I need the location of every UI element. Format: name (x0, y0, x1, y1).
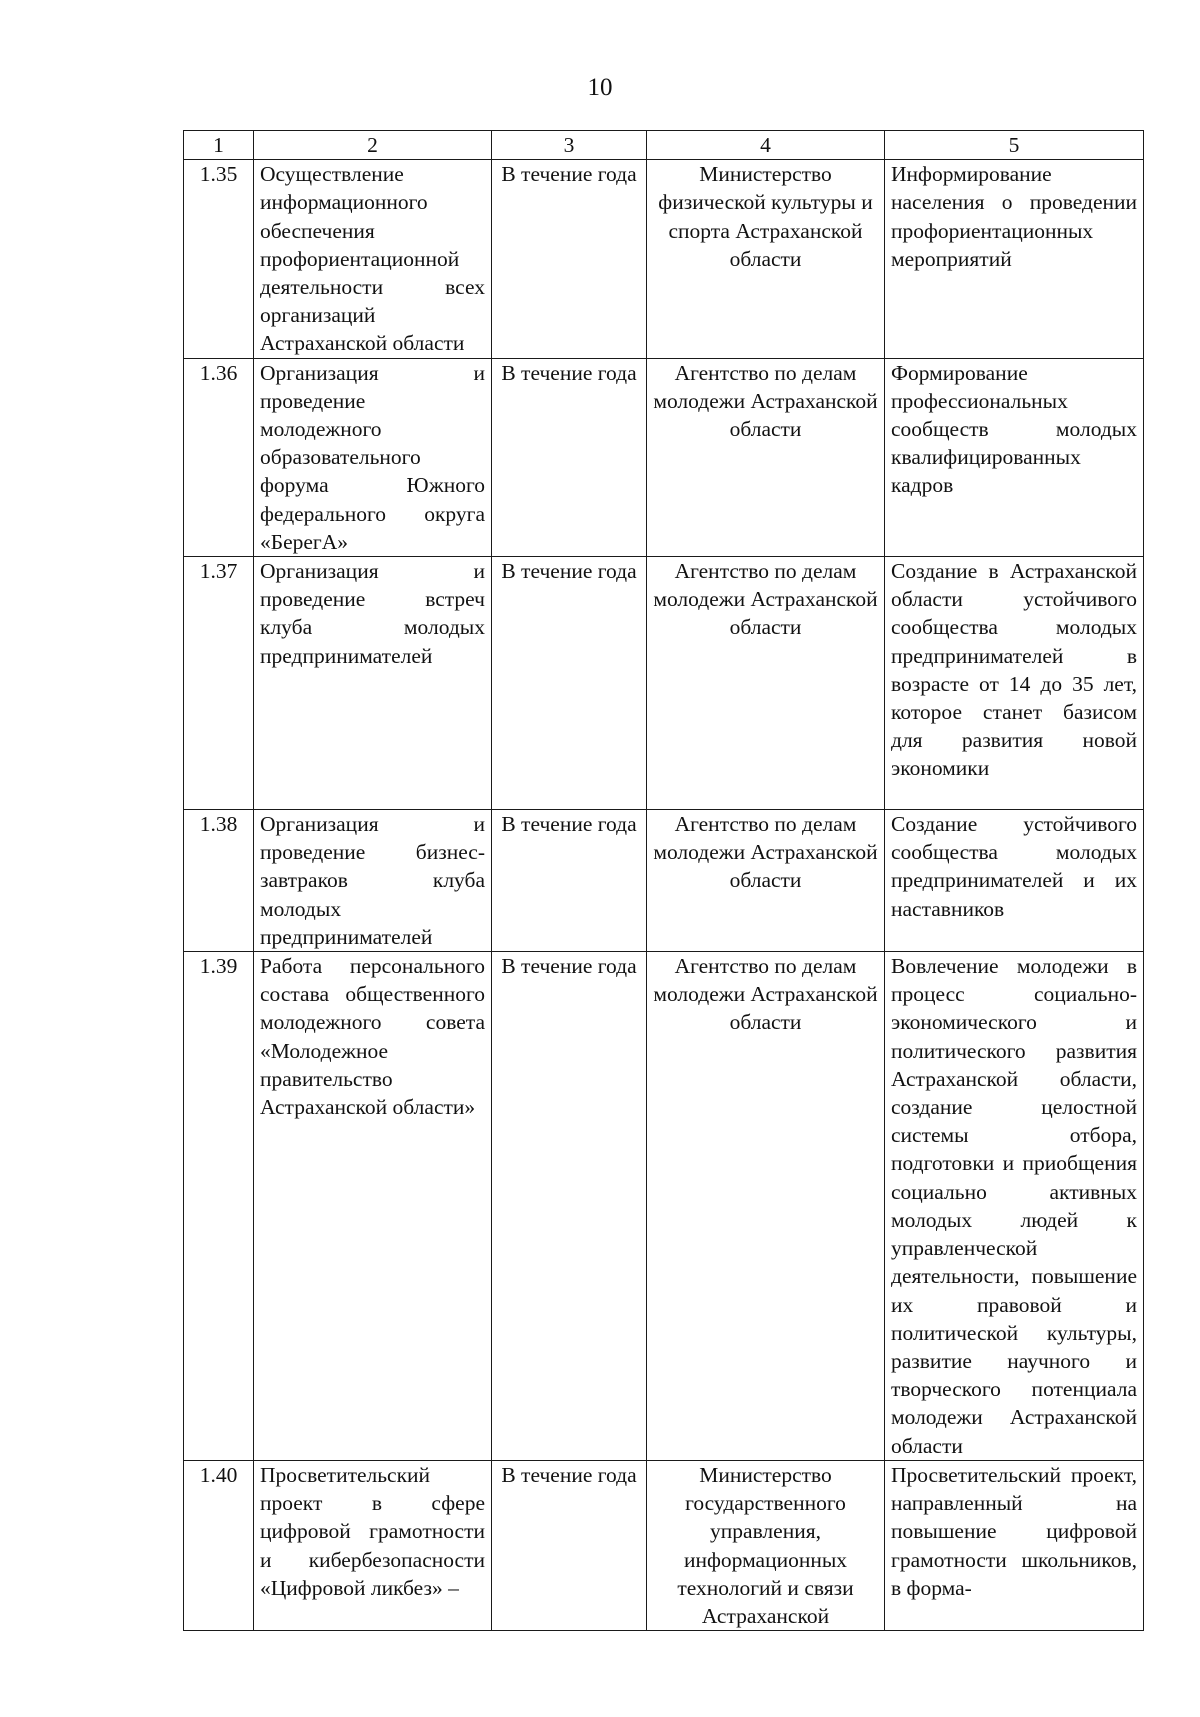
activities-table (183, 130, 1144, 1631)
result-cell: Создание в Астраханской области устойчивого сообщества молодых предпринимателей в возрасте от 14 до 35 лет, которое станет базисом для развития новой экономики (885, 557, 1144, 810)
executor-cell: Агентство по делам молодежи Астраханской области (647, 557, 885, 810)
column-header: 5 (885, 131, 1144, 160)
activity-cell: Работа персонального состава общественного молодежного совета «Молодежное правительство Астраханской области» (254, 952, 492, 1461)
table-row (184, 358, 1144, 556)
activity-cell: Организация и проведение бизнес-завтраков клуба молодых предпринимателей (254, 810, 492, 952)
activity-cell: Просветительский проект в сфере цифровой грамотности и кибербезопасности «Цифровой ликбез» – (254, 1461, 492, 1631)
row-number: 1.38 (184, 810, 254, 952)
column-header: 4 (647, 131, 885, 160)
column-header: 2 (254, 131, 492, 160)
row-number: 1.39 (184, 952, 254, 1461)
table-row (184, 160, 1144, 358)
result-cell: Информирование населения о проведении профориентационных мероприятий (885, 160, 1144, 358)
executor-cell: Агентство по делам молодежи Астраханской области (647, 810, 885, 952)
executor-cell: Министерство физической культуры и спорта Астраханской области (647, 160, 885, 358)
term-cell: В течение года (492, 358, 647, 556)
table-header-row (184, 131, 1144, 160)
table-row (184, 1461, 1144, 1631)
column-header: 1 (184, 131, 254, 160)
term-cell: В течение года (492, 952, 647, 1461)
row-number: 1.35 (184, 160, 254, 358)
result-cell: Создание устойчивого сообщества молодых предпринимателей и их наставников (885, 810, 1144, 952)
activity-cell: Осуществление информационного обеспечения профориентационной деятельности всех организаций Астраханской области (254, 160, 492, 358)
row-number: 1.37 (184, 557, 254, 810)
executor-cell: Агентство по делам молодежи Астраханской области (647, 358, 885, 556)
result-cell: Просветительский проект, направленный на повышение цифровой грамотности школьников, в форма- (885, 1461, 1144, 1631)
result-cell: Вовлечение молодежи в процесс социально-экономического и политического развития Астраханской области, создание целостной системы отбора, подготовки и приобщения социально активных молодых людей к управленческой деятельности, повышение их правовой и политической культуры, развитие научного и творческого потенциала молодежи Астраханской области (885, 952, 1144, 1461)
row-number: 1.36 (184, 358, 254, 556)
term-cell: В течение года (492, 1461, 647, 1631)
page-number: 10 (587, 74, 613, 101)
executor-cell: Министерство государственного управления, информационных технологий и связи Астраханской (647, 1461, 885, 1631)
table-row (184, 952, 1144, 1461)
term-cell: В течение года (492, 810, 647, 952)
executor-cell: Агентство по делам молодежи Астраханской области (647, 952, 885, 1461)
column-header: 3 (492, 131, 647, 160)
activity-cell: Организация и проведение молодежного образовательного форума Южного федерального округа «БерегА» (254, 358, 492, 556)
term-cell: В течение года (492, 160, 647, 358)
table-row (184, 810, 1144, 952)
result-cell: Формирование профессиональных сообществ молодых квалифицированных кадров (885, 358, 1144, 556)
term-cell: В течение года (492, 557, 647, 810)
activity-cell: Организация и проведение встреч клуба молодых предпринимателей (254, 557, 492, 810)
row-number: 1.40 (184, 1461, 254, 1631)
table-row (184, 557, 1144, 810)
